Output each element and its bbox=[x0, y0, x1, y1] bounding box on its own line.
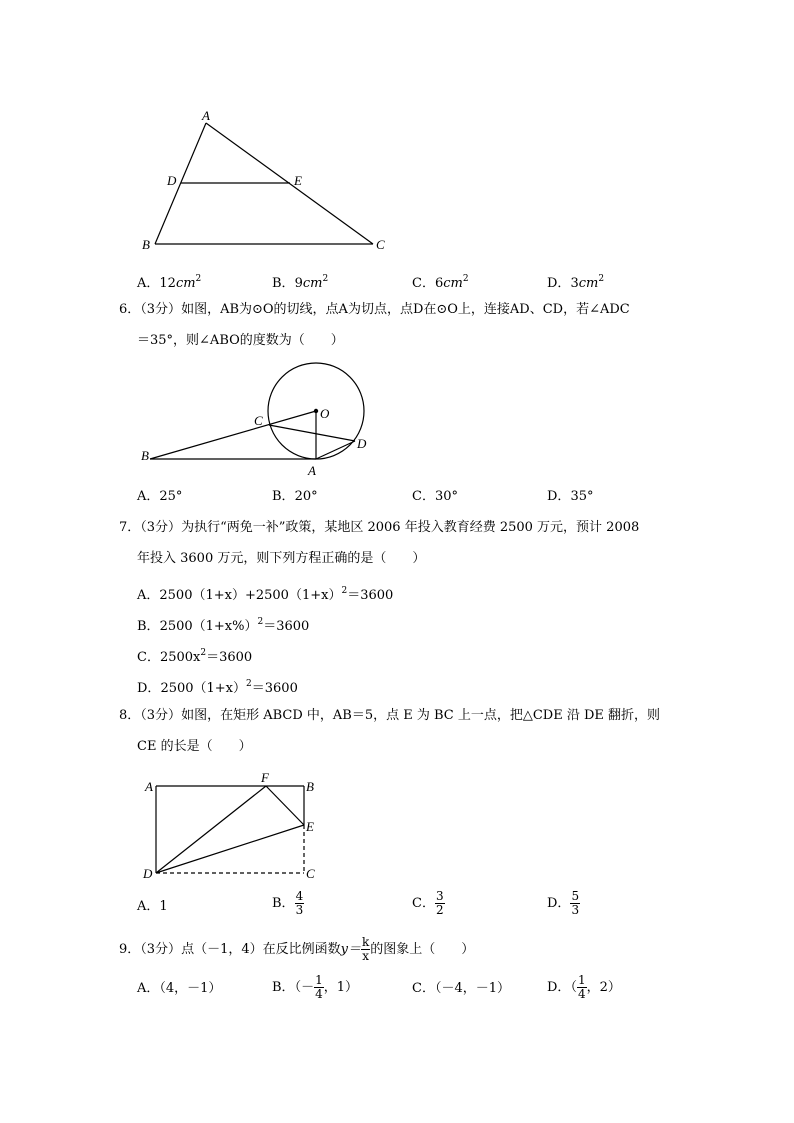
segment-df bbox=[156, 786, 266, 873]
q8-stem-line1: 8．（3分）如图，在矩形 ABCD 中，AB＝5，点 E 为 BC 上一点，把△CDE 沿 DE 翻折，则 bbox=[119, 708, 661, 723]
label-d: D bbox=[167, 173, 177, 188]
q7-stem-line2: 年投入 3600 万元，则下列方程正确的是（ ） bbox=[137, 551, 426, 566]
q8-option-c: C． $\frac{3}{2}$ bbox=[412, 889, 444, 917]
label-c: C bbox=[376, 237, 385, 252]
q9-option-c: C．（－4，－1） bbox=[412, 981, 510, 996]
q5-option-c: C．$6cm^2$ bbox=[412, 274, 469, 291]
label-d: D bbox=[143, 866, 153, 881]
q6-stem-line1: 6．（3分）如图，AB为⊙O的切线，点A为切点，点D在⊙O上，连接AD、CD，若∠ADC bbox=[119, 302, 630, 317]
q6-option-b: B．20° bbox=[272, 489, 318, 504]
q9-option-b: B．（－ $\frac{1}{4}$ ，1） bbox=[272, 973, 358, 1001]
label-b: B bbox=[141, 448, 149, 463]
q5-option-d: D．$3cm^2$ bbox=[547, 274, 605, 291]
q7-option-d: D．$2500(1+x)^2=3600$ bbox=[137, 679, 298, 696]
q6-stem-line2: ＝35°，则∠ABO的度数为（ ） bbox=[137, 333, 344, 348]
q5-option-a: A．$12cm^2$ bbox=[137, 274, 202, 291]
q9-option-d: D．（ $\frac{1}{4}$ ，2） bbox=[547, 973, 621, 1001]
q9-option-a: A．（4，－1） bbox=[137, 981, 222, 996]
q7-option-a: A．$2500(1+x)+2500(1+x)^2=3600$ bbox=[137, 586, 394, 603]
label-c: C bbox=[306, 866, 315, 881]
label-e: E bbox=[306, 819, 314, 834]
label-c: C bbox=[254, 413, 263, 428]
label-b: B bbox=[306, 779, 314, 794]
q7-option-c: C．$2500x^2=3600$ bbox=[137, 648, 253, 665]
label-d: D bbox=[357, 436, 367, 451]
q8-option-a: A．1 bbox=[137, 899, 168, 914]
q8-option-d: D． $\frac{5}{3}$ bbox=[547, 889, 580, 917]
label-o: O bbox=[320, 406, 330, 421]
q6-option-c: C．30° bbox=[412, 489, 458, 504]
q6-option-d: D．35° bbox=[547, 489, 594, 504]
label-a: A bbox=[145, 779, 153, 794]
q7-stem-line1: 7．（3分）为执行“两免一补”政策，某地区 2006 年投入教育经费 2500 万元，预计 2008 bbox=[119, 520, 640, 535]
q5-option-b: B．$9cm^2$ bbox=[272, 274, 329, 291]
q9-stem: 9．（3分）点（－1，4）在反比例函数y＝ $\frac{k}{x}$ 的图象上（ ） bbox=[119, 935, 475, 963]
segment-de bbox=[156, 825, 304, 873]
label-b: B bbox=[142, 237, 150, 252]
q6-option-a: A．25° bbox=[137, 489, 183, 504]
q7-option-b: B．$2500(1+x\%)^2=3600$ bbox=[137, 617, 310, 634]
label-e: E bbox=[294, 173, 302, 188]
segment-fe bbox=[266, 786, 304, 825]
label-a: A bbox=[308, 463, 316, 478]
label-f: F bbox=[261, 770, 269, 785]
q8-option-b: B． $\frac{4}{3}$ bbox=[272, 889, 304, 917]
label-a: A bbox=[202, 108, 210, 123]
q8-stem-line2: CE 的长是（ ） bbox=[137, 739, 252, 754]
